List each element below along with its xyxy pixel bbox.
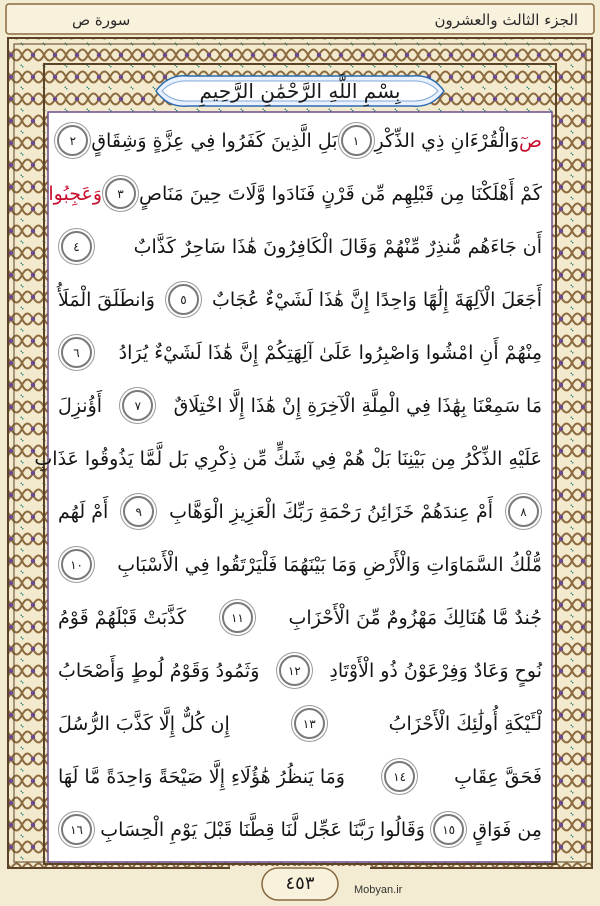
ayah-number-marker: ١٠ — [61, 549, 92, 580]
verse-text: صٓ — [519, 129, 542, 152]
ayah-number-marker: ٦ — [61, 337, 92, 368]
verse-line — [58, 595, 542, 640]
verse-text: أَؤُنزِلَ — [58, 394, 103, 417]
verse-line — [58, 383, 542, 428]
verse-line — [58, 807, 542, 852]
verse-text: وَالْقُرْءَانِ ذِي الذِّكْرِ — [374, 129, 520, 152]
ayah-number-marker: ١٣ — [294, 708, 325, 739]
verse-text: أَمْ لَهُم — [58, 500, 109, 523]
verse-text: فَحَقَّ عِقَابِ — [454, 765, 542, 788]
verse-text: مُّلْكُ السَّمَاوَاتِ وَالْأَرْضِ وَمَا بَيْنَهُمَا فَلْيَرْتَقُوا فِي الْأَسْبَابِ — [117, 553, 542, 576]
page-number: ٤٥٣ — [285, 873, 315, 894]
ayah-number-marker: ٢ — [57, 125, 88, 156]
verse-text: أَن جَاءَهُم مُّنذِرٌ مِّنْهُمْ وَقَالَ الْكَافِرُونَ هَٰذَا سَاحِرٌ كَذَّابٌ — [133, 235, 542, 258]
juz-header: الجزء الثالث والعشرون — [434, 11, 578, 29]
verse-text: وَعَجِبُوا — [48, 182, 102, 205]
verse-text: مَا سَمِعْنَا بِهَٰذَا فِي الْمِلَّةِ الْآخِرَةِ إِنْ هَٰذَا إِلَّا اخْتِلَاقٌ — [173, 394, 542, 417]
verse-line — [58, 701, 542, 746]
verse-line — [58, 277, 542, 322]
verse-line — [58, 648, 542, 693]
ayah-number-marker: ٤ — [61, 231, 92, 262]
verse-line — [48, 171, 542, 216]
verse-text: وَثَمُودُ وَقَوْمُ لُوطٍ وَأَصْحَابُ — [58, 659, 260, 682]
verse-text: نُوحٍ وَعَادٌ وَفِرْعَوْنُ ذُو الْأَوْتَادِ — [329, 659, 542, 682]
verse-line — [58, 489, 542, 534]
verse-text: مِنْهُمْ أَنِ امْشُوا وَاصْبِرُوا عَلَىٰ آلِهَتِكُمْ إِنَّ هَٰذَا لَشَيْءٌ يُرَادُ — [118, 341, 542, 364]
ayah-number-marker: ٩ — [123, 496, 154, 527]
verse-line — [58, 754, 542, 799]
verse-text: أَجَعَلَ الْآلِهَةَ إِلَٰهًا وَاحِدًا إِنَّ هَٰذَا لَشَيْءٌ عُجَابٌ — [211, 288, 542, 311]
ayah-number-marker: ٧ — [122, 390, 153, 421]
verse-text: وَانطَلَقَ الْمَلَأُ — [58, 288, 155, 311]
verse-line — [58, 118, 542, 163]
basmala: بِسْمِ اللَّهِ الرَّحْمَٰنِ الرَّحِيمِ — [199, 79, 401, 103]
ayah-number-marker: ١٦ — [61, 814, 92, 845]
verse-text: بَلِ الَّذِينَ كَفَرُوا فِي عِزَّةٍ وَشِقَاقٍ — [91, 129, 338, 152]
ayah-number-marker: ١٤ — [384, 761, 415, 792]
verse-line — [58, 542, 542, 587]
ayah-number-marker: ١١ — [222, 602, 253, 633]
verse-text: جُندٌ مَّا هُنَالِكَ مَهْزُومٌ مِّنَ الْأَحْزَابِ — [288, 606, 542, 629]
verse-text: إِن كُلٌّ إِلَّا كَذَّبَ الرُّسُلَ — [58, 712, 230, 735]
surah-header: سورة ص — [72, 11, 131, 29]
ayah-number-marker: ١٥ — [433, 814, 464, 845]
ayah-number-marker: ١٢ — [279, 655, 310, 686]
verse-text: وَقَالُوا رَبَّنَا عَجِّل لَّنَا قِطَّنَا قَبْلَ يَوْمِ الْحِسَابِ — [100, 818, 425, 841]
verse-text: كَمْ أَهْلَكْنَا مِن قَبْلِهِم مِّن قَرْنٍ فَنَادَوا وَّلَاتَ حِينَ مَنَاصٍ — [139, 182, 542, 205]
verse-text: عَلَيْهِ الذِّكْرُ مِن بَيْنِنَا بَلْ هُمْ فِي شَكٍّ مِّن ذِكْرِي بَل لَّمَّا يَذُوقُوا عَذَابِ — [34, 447, 542, 470]
verse-text: أَمْ عِندَهُمْ خَزَائِنُ رَحْمَةِ رَبِّكَ الْعَزِيزِ الْوَهَّابِ — [169, 500, 494, 523]
verse-text: وَمَا يَنظُرُ هَٰؤُلَاءِ إِلَّا صَيْحَةً وَاحِدَةً مَّا لَهَا — [58, 765, 345, 788]
ayah-number-marker: ٥ — [168, 284, 199, 315]
site-watermark: Mobyan.ir — [354, 884, 403, 896]
verse-text: مِن فَوَاقٍ — [472, 818, 542, 841]
verse-text: لْـَٔيْكَةِ أُولَٰئِكَ الْأَحْزَابُ — [388, 712, 542, 735]
ayah-number-marker: ٣ — [105, 178, 136, 209]
verse-text: كَذَّبَتْ قَبْلَهُمْ قَوْمُ — [58, 606, 187, 629]
verse-line — [58, 224, 542, 269]
ayah-number-marker: ١ — [341, 125, 372, 156]
ayah-number-marker: ٨ — [508, 496, 539, 527]
verse-line — [58, 330, 542, 375]
verse-line — [34, 436, 542, 481]
